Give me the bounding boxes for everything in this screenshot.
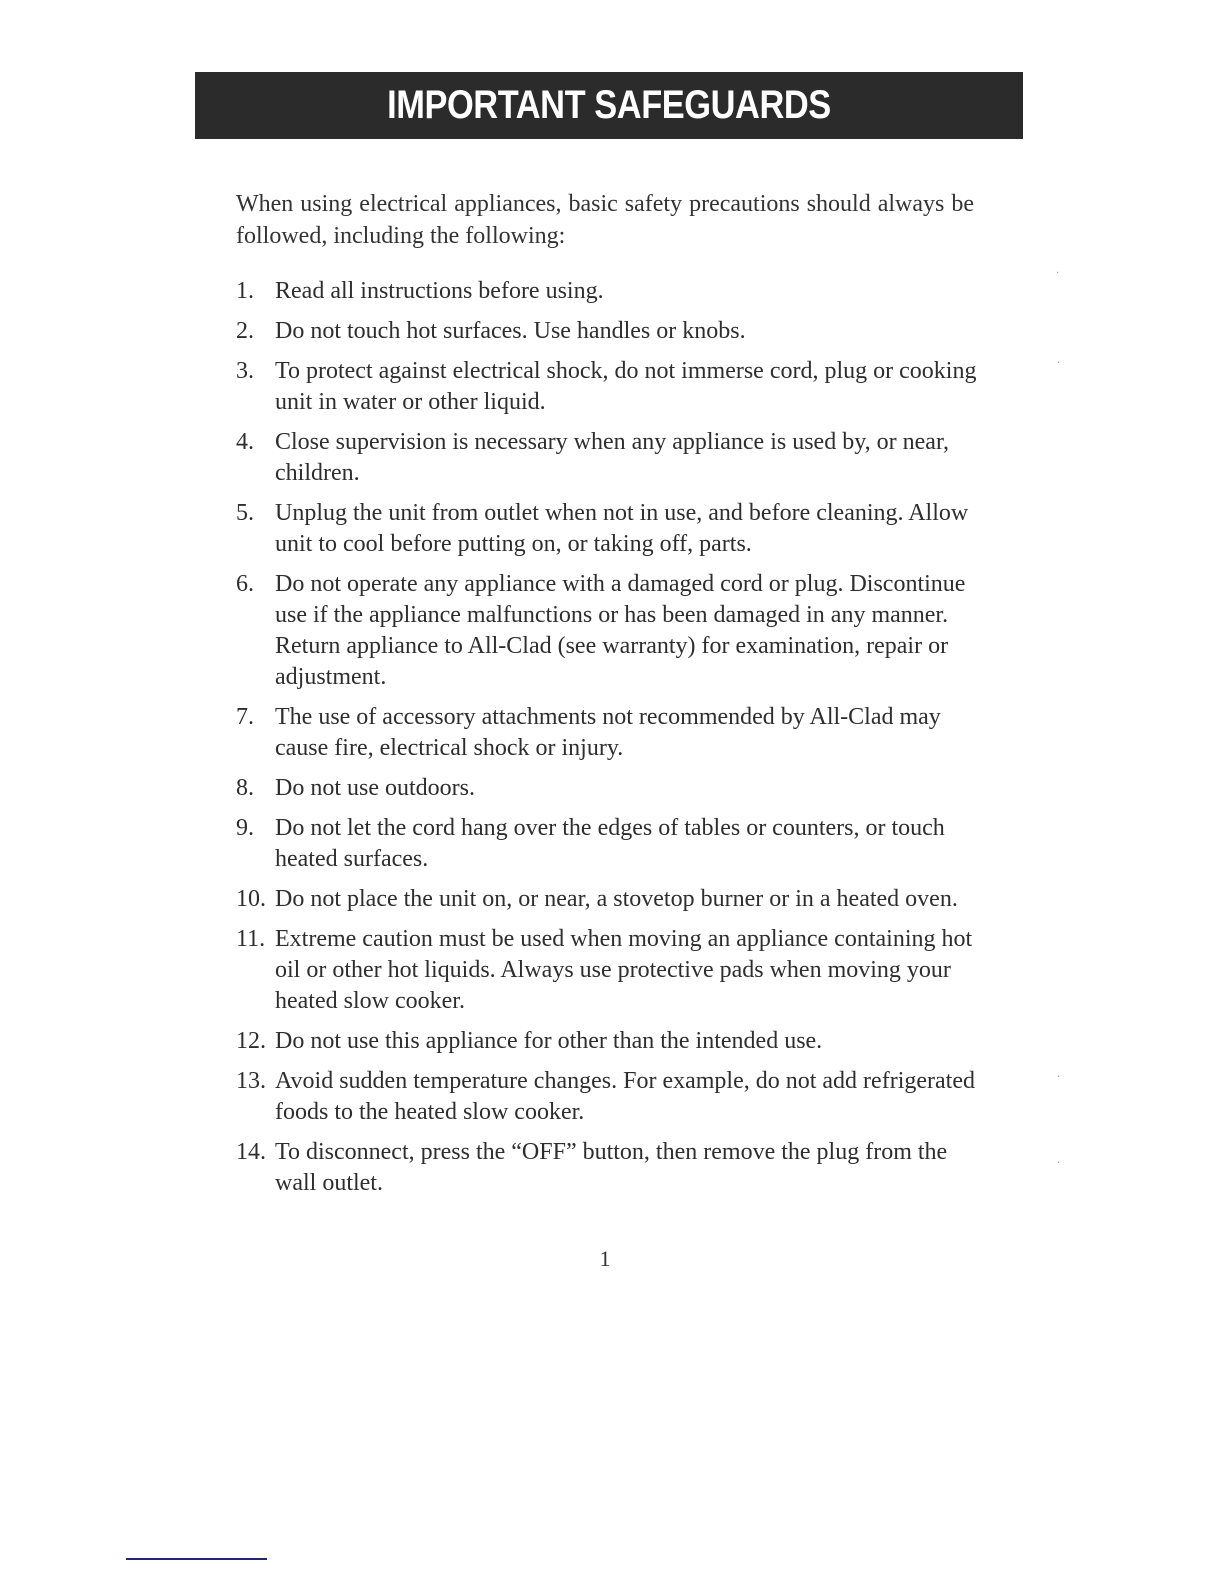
item-text: Do not touch hot surfaces. Use handles or knobs. <box>275 318 746 344</box>
list-item <box>236 316 986 347</box>
item-text: Unplug the unit from outlet when not in use, and before cleaning. Allow unit to cool before putting on, or taking off, parts. <box>275 500 969 557</box>
item-text: Read all instructions before using. <box>275 278 604 304</box>
list-item <box>236 498 986 560</box>
scan-speck-icon: · <box>1057 358 1061 369</box>
item-number: 4. <box>236 429 254 455</box>
item-number: 12. <box>236 1028 266 1054</box>
item-text: To protect against electrical shock, do not immerse cord, plug or cooking unit in water or other liquid. <box>275 358 977 415</box>
footer-divider <box>126 1558 267 1560</box>
item-number: 10. <box>236 886 266 912</box>
item-text: The use of accessory attachments not recommended by All-Clad may cause fire, electrical shock or injury. <box>275 704 941 761</box>
item-text: Do not use outdoors. <box>275 775 475 801</box>
list-item <box>236 884 986 915</box>
list-item <box>236 773 986 804</box>
item-text: Close supervision is necessary when any appliance is used by, or near, children. <box>275 429 949 486</box>
intro-paragraph: When using electrical appliances, basic safety precautions should always be followed, including the following: <box>236 191 974 249</box>
item-number: 5. <box>236 500 254 526</box>
list-item <box>236 427 986 489</box>
list-item <box>236 1137 986 1199</box>
item-number: 13. <box>236 1068 266 1094</box>
item-text: Do not place the unit on, or near, a stovetop burner or in a heated oven. <box>275 886 958 912</box>
scan-speck-icon: · <box>1057 1072 1061 1083</box>
item-number: 6. <box>236 571 254 597</box>
list-item <box>236 924 986 1017</box>
list-item <box>236 1066 986 1128</box>
page-number: 1 <box>599 1246 611 1271</box>
item-number: 7. <box>236 704 254 730</box>
safeguards-list <box>236 276 986 1208</box>
item-number: 14. <box>236 1139 266 1165</box>
list-item <box>236 702 986 764</box>
item-text: To disconnect, press the “OFF” button, then remove the plug from the wall outlet. <box>275 1139 948 1196</box>
list-item <box>236 813 986 875</box>
list-item <box>236 356 986 418</box>
item-number: 9. <box>236 815 254 841</box>
item-text: Do not let the cord hang over the edges of tables or counters, or touch heated surfaces. <box>275 815 945 872</box>
page-title: IMPORTANT SAFEGUARDS <box>387 83 831 127</box>
list-item <box>236 1026 986 1057</box>
item-number: 2. <box>236 318 254 344</box>
title-banner <box>195 72 1023 139</box>
item-text: Do not use this appliance for other than the intended use. <box>275 1028 823 1054</box>
scan-speck-icon: · <box>1057 1158 1061 1169</box>
item-text: Do not operate any appliance with a damaged cord or plug. Discontinue use if the appliance malfunctions or has been damaged in any manner. Return appliance to All-Clad (see warranty) for examination, repair or adjustment. <box>275 571 966 690</box>
list-item <box>236 569 986 693</box>
scan-speck-icon: · <box>1056 268 1060 279</box>
item-number: 8. <box>236 775 254 801</box>
item-text: Extreme caution must be used when moving an appliance containing hot oil or other hot liquids. Always use protective pads when moving your heated slow cooker. <box>275 926 973 1014</box>
list-item <box>236 276 986 307</box>
item-text: Avoid sudden temperature changes. For example, do not add refrigerated foods to the heated slow cooker. <box>275 1068 975 1125</box>
item-number: 11. <box>236 926 266 952</box>
item-number: 1. <box>236 278 254 304</box>
item-number: 3. <box>236 358 254 384</box>
